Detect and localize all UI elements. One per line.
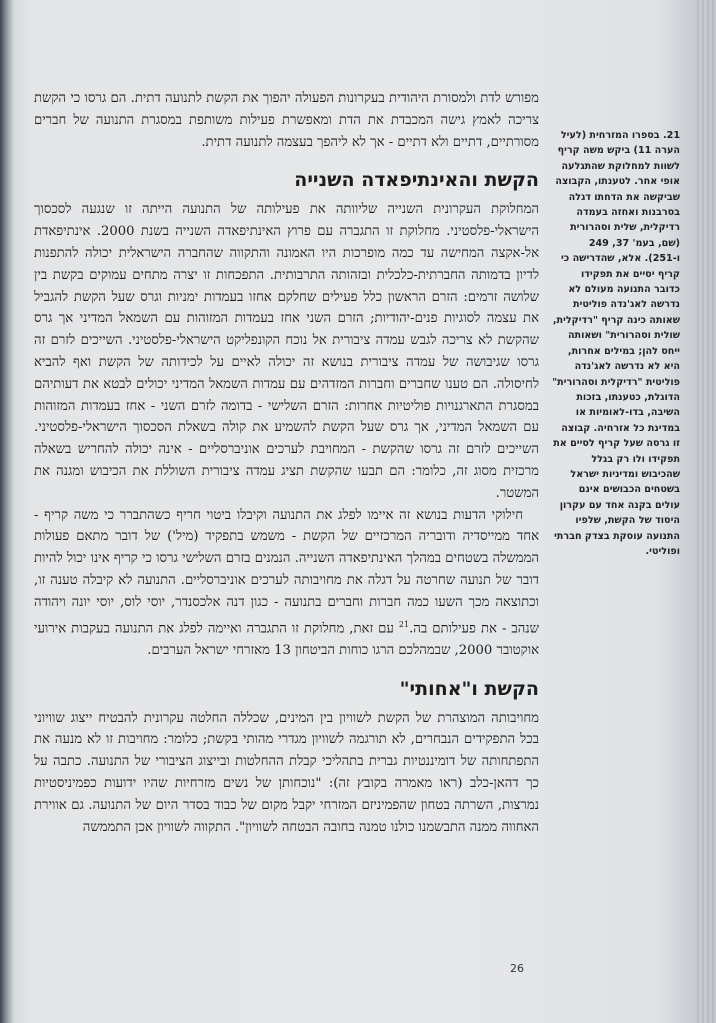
page-stack-edge: [694, 0, 716, 1023]
intro-paragraph: מפורש לדת ולמסורת היהודית בעקרונות הפעולה יהפוך את הקשת לתנועה דתית. הם גרסו כי הקשת צריכה לאמץ גישה המכבדת את הדת ומאפשרת פעילות משותפת במסגרת התנועה של חברים מסורתיים, דתיים ולא דתיים - אך לא ליהפך בעצמה לתנועה דתית.: [34, 91, 539, 150]
intifada-paragraph-2-part-a: חילוקי הדעות בנושא זה איימו לפלג את התנועה וקיבלו ביטוי חריף כשהתברר כי משה קריף - אחד ממייסדיה ודובריה המרכזיים של הקשת - משמש בתפקיד (מיל') של דובר מתאם פעולות הממשלה בשטחים במהלך האינתיפאדה השנייה. הנמנים בזרם השלישי גרסו כי קריף אינו יכול להיות דובר של תנועה שחרטה על דגלה את מחויבותה לערכים אוניברסליים. התנועה לא קיבלה טענה זו, וכתוצאה מכך השעו כמה חברות וחברים בתנועה - כגון דנה אלכסנדר, יוסי לוס, יוסי יונה ויהודה שנהב - את פעילותם בה.: [34, 507, 540, 636]
intifada-paragraph-2-part-b: עם זאת, מחלוקת זו התגברה ואיימה לפלג את התנועה בעקבות אירועי אוקטובר 2000, שבמהלכם הרגו כוחות הביטחון 13 מאזרחי ישראל הערבים.: [34, 620, 539, 658]
footnote-ref-21: 21: [398, 619, 410, 629]
section-heading-achoti: הקשת ו"אחותי": [399, 677, 539, 700]
achoti-paragraph-1: מחויבותה המוצהרת של הקשת לשוויון בין המינים, שכללה החלטה עקרונית להבטיח ייצוג שוויוני בכל התפקידים הנבחרים, לא תורגמה לשוויון מגדרי מהותי בקשת; כלומר: מחויבות זו לא מנעה את התפתחותה של דומיננטיות גברית בתהליכי קבלת ההחלטות ובייצוג הציבורי של התנועה. כתבה על כך דהאן-כלב (ראו מאמרה בקובץ זה): "נוכחותן של נשים מזרחיות שהיו ידועות כפמיניסטיות נמרצות, השרתה בטחון שהפמיניזם המזרחי יקבל מקום של כבוד בסדר היום של התנועה. גם אווירת האחווה ממנה התבשמנו כולנו טמנה בחובה הבטחה לשוויון". התקווה לשוויון אכן התממשה: [34, 710, 539, 835]
sidenote-21: [552, 128, 680, 559]
sidenote-number: 21.: [662, 130, 680, 141]
intifada-paragraph-1: המחלוקת העקרונית השנייה שליוותה את פעילותה של התנועה הייתה זו שנגעה לסכסוך הישראלי-פלסטיני. מחלוקת זו התגברה עם פרוץ האינתיפאדה השנייה בשנת 2000. אינתיפאדת אל-אקצה המחישה עד כמה מופרכות היו האמונה והתקווה שהחברה הישראלית יכולה להתפנות לדיון בדמותה החברתית-כלכלית ובזהותה התרבותית. התפכחות זו יצרה מתחים עמוקים בקשת בין שלושה זרמים: הזרם הראשון כלל פעילים שחלקם אחזו בעמדות ימניות וגרס שעל הקשת להגביל את עצמה לסוגיות פנים-יהודיות; הזרם השני אחז בעמדות המזוהות עם השמאל המדיני אך גרס שהקשת לא צריכה לגבש עמדה ציבורית אל נוכח הקונפליקט הישראלי-פלסטיני. השייכים לזרם זה גרסו שגיבושה של עמדה ציבורית בנושא זה יכולה לאיים על לכידותה של הקשת ואף להביא לחיסולה. הם טענו שחברים וחברות המזדהים עם עמדות השמאל המדיני יכולים לבטא את דעותיהם במסגרת התארגנויות פוליטיות אחרות: הזרם השלישי - בדומה לזרם השני - אחז בעמדות המזוהות עם השמאל המדיני, אך גרס שעל הקשת להשמיע את קולה בשאלת הסכסוך הישראלי-פלסטיני. השייכים לזרם זה גרסו שהקשת - המחויבת לערכים אוניברסליים - אינה יכולה להחריש בשאלה מרכזית מסוג זה, כלומר: הם תבעו שהקשת תציג עמדה ציבורית השוללת את הכיבוש ומגנה את המשטר.: [34, 202, 539, 501]
intifada-paragraph-2: [34, 505, 539, 662]
main-text-column: [34, 88, 539, 838]
section-heading-intifada: הקשת והאינתיפאדה השנייה: [294, 169, 539, 192]
book-page: [14, 0, 694, 1023]
page-number: 26: [510, 962, 524, 975]
sidenote-text: בספרו המזרחית (לעיל הערה 11) ביקש משה קריף לשוות למחלוקת שהתגלעה אופי אחר. לטענתו, הקבוצה שביקשה את הדחתו דגלה בסרבנות ואחזה בעמדה רדיקלית, שלית וסהרורית (שם, בעמ' 37, 249 ו-251). אלא, שהדרישה כי קריף יסיים את תפקידו כדובר התנועה מעולם לא נדרשה לאג'נדה פוליטית שאותה כינה קריף "רדיקלית, שולית וסהרורית" ושאותה ייחס להן; במילים אחרות, היא לא נדרשה לאג'נדה פוליטית "רדיקלית וסהרורית" הדוגלת, כטענתו, בזכות השיבה, בדו-לאומיות או במדינת כל אזרחיה. קבוצה זו גרסה שעל קריף לסיים את תפקידו ולו רק בגלל שהכיבוש ומדיניות ישראל בשטחים הכבושים אינם עולים בקנה אחד עם עקרון היסוד של הקשת, שלפיו התנועה עוסקת בצדק חברתי ופוליטי.: [552, 130, 680, 557]
